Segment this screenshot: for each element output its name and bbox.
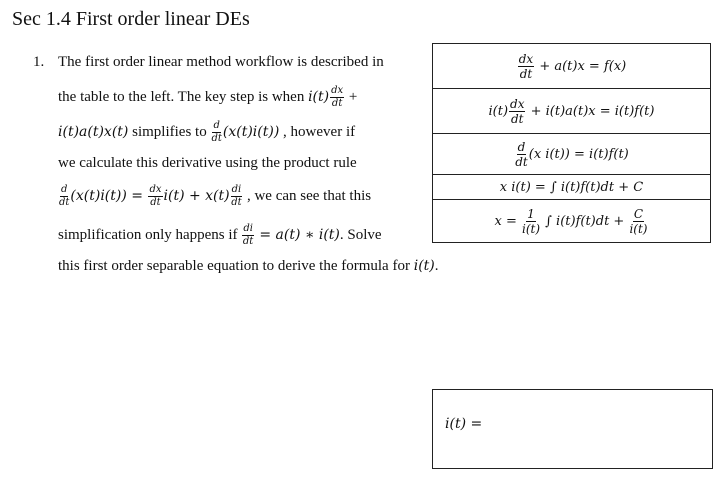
fraction-di-dt: $\frac{di}{dt}$: [231, 184, 242, 208]
table-row: [433, 134, 711, 175]
table-cell: [433, 89, 711, 134]
table-row: [433, 44, 711, 89]
fraction-d-dt: $\frac{d}{dt}$: [515, 139, 528, 169]
plus: +: [345, 88, 358, 105]
math-term: i(t)a(t)x(t): [58, 123, 129, 140]
equation-text: x =: [494, 213, 521, 229]
table-row: [433, 200, 711, 243]
text: this first order separable equation to derive the formula for: [58, 258, 414, 274]
problem-line-3: [58, 121, 355, 144]
table-cell: x i(t) = ∫ i(t)f(t)dt + C: [433, 175, 711, 200]
answer-label: i(t) =: [445, 416, 483, 432]
problem-line-5: [58, 185, 371, 208]
fraction-dx-dt: $\frac{dx}{dt}$: [149, 184, 162, 208]
answer-input[interactable]: [503, 408, 703, 450]
text: , however if: [279, 123, 356, 140]
text: simplifies to: [128, 123, 211, 140]
text: the table to the left. The key step is when: [58, 88, 309, 105]
math-i-t: i(t): [413, 258, 435, 274]
math-term: = a(t) ∗ i(t): [254, 226, 340, 243]
answer-box[interactable]: [432, 389, 713, 469]
table-row: [433, 89, 711, 134]
problem-line-6: [58, 224, 382, 247]
math-term: (x(t)i(t)) =: [70, 187, 148, 204]
fraction-dx-dt: $\frac{dx}{dt}$: [518, 51, 534, 81]
fraction-dx-dt: $\frac{dx}{dt}$: [331, 85, 344, 109]
fraction-di-dt: $\frac{di}{dt}$: [242, 223, 254, 247]
equation-text: + i(t)a(t)x = i(t)f(t): [526, 103, 655, 119]
table-row: [433, 175, 711, 200]
fraction-d-dt: $\frac{d}{dt}$: [59, 184, 70, 208]
equation-text: ∫ i(t)f(t)dt +: [541, 213, 629, 229]
fraction-d-dt: $\frac{d}{dt}$: [211, 120, 222, 144]
table-cell: [433, 44, 711, 89]
math-term: (x(t)i(t)): [222, 123, 280, 140]
text: .: [434, 258, 439, 274]
fraction-dx-dt: $\frac{dx}{dt}$: [510, 96, 525, 126]
section-heading: Sec 1.4 First order linear DEs: [12, 8, 250, 30]
problem-line-4: we calculate this derivative using the product rule: [58, 155, 357, 171]
math-i-t: i(t): [308, 88, 330, 105]
workflow-table: [432, 43, 711, 243]
math-term: i(t) + x(t): [163, 187, 230, 204]
problem-line-7: [58, 258, 439, 275]
table-cell: [433, 200, 711, 243]
table-cell: [433, 134, 711, 175]
equation-text: + a(t)x = f(x): [535, 58, 627, 74]
problem-line-1: The first order linear method workflow is described in: [58, 54, 384, 70]
text: . Solve: [339, 226, 382, 243]
text: simplification only happens if: [58, 226, 242, 243]
fraction-one-over-i: $\frac{1}{i(t)}$: [521, 206, 541, 236]
fraction-c-over-i: $\frac{C}{i(t)}$: [629, 206, 648, 236]
problem-number: 1.: [33, 54, 45, 70]
equation-text: (x i(t)) = i(t)f(t): [528, 146, 629, 162]
problem-line-2: [58, 86, 357, 109]
text: , we can see that this: [243, 187, 372, 204]
equation-text: i(t): [488, 103, 509, 119]
